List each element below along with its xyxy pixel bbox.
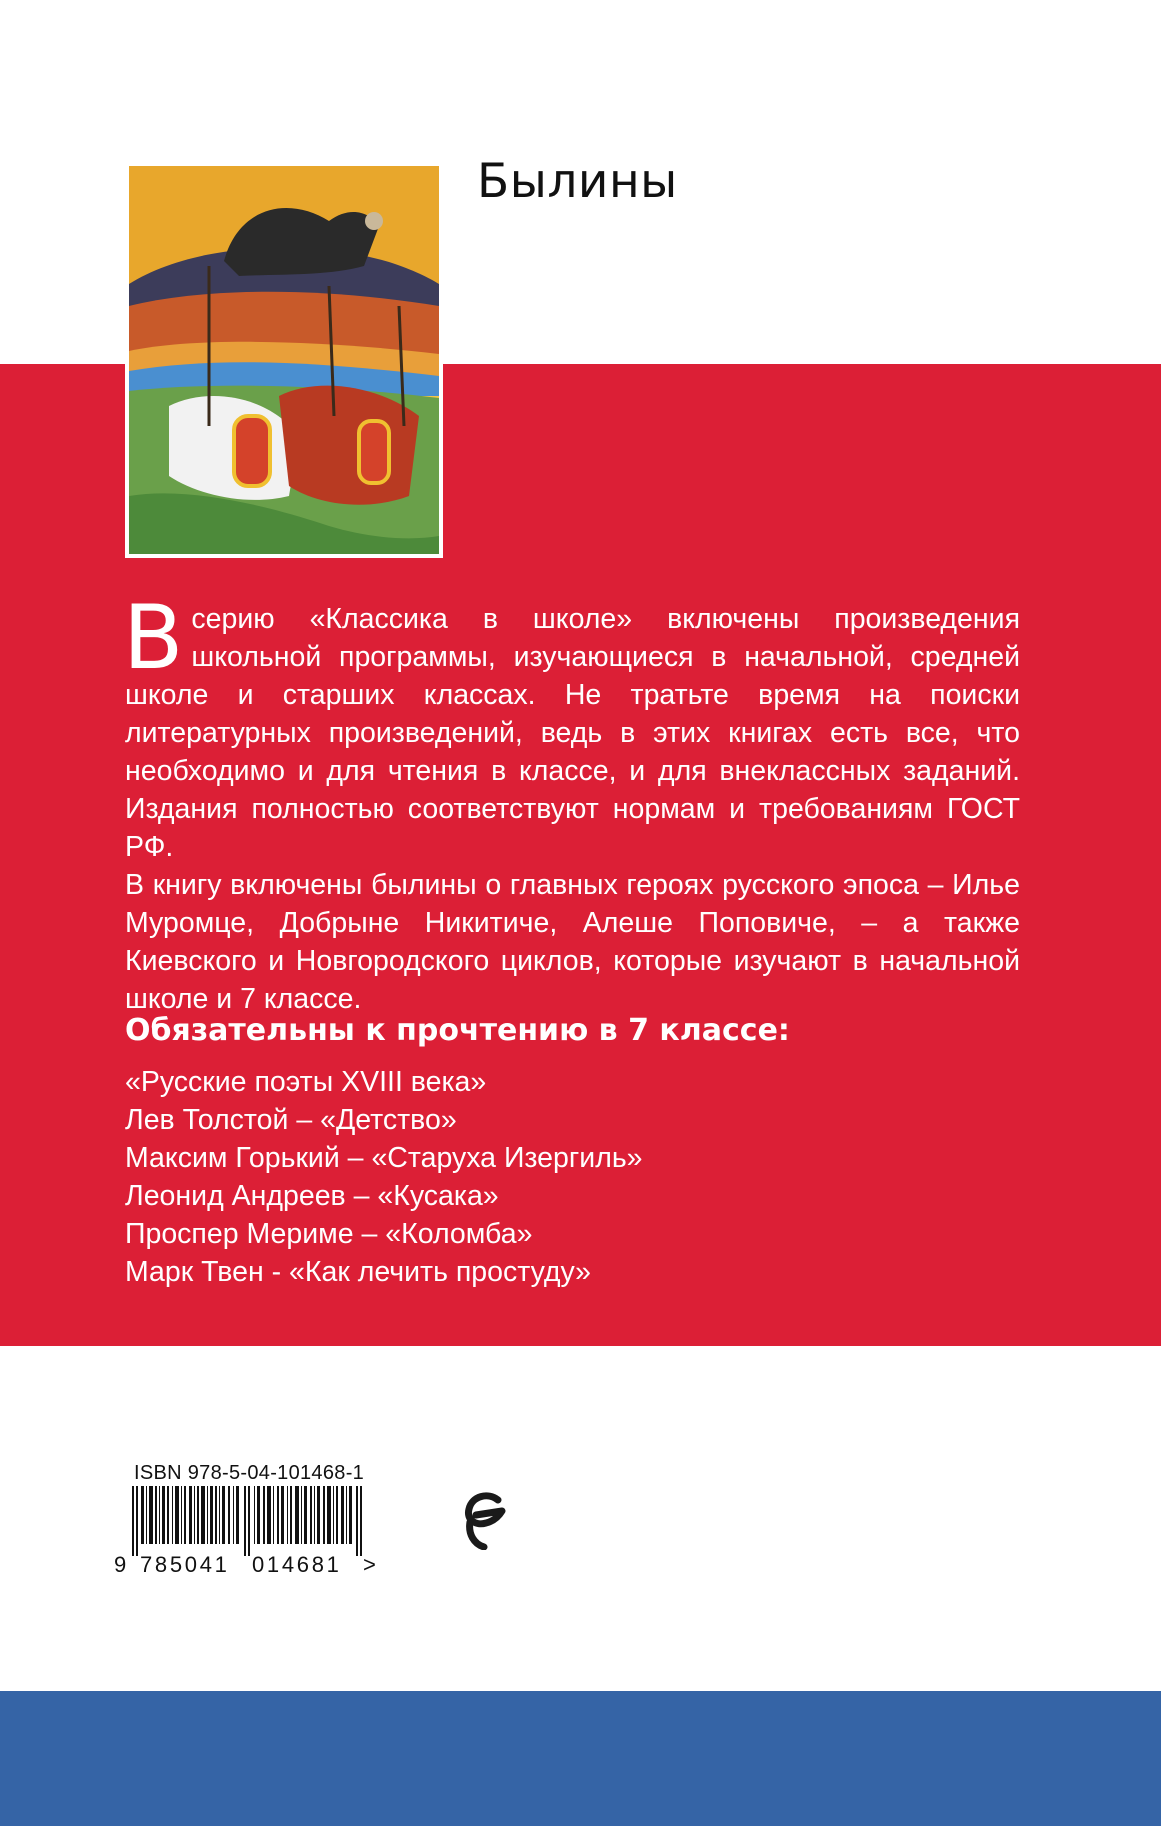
illustration-art [129, 166, 439, 554]
book-title: Былины [477, 154, 678, 209]
description-paragraph-1 [123, 586, 1020, 866]
barcode-icon [132, 1486, 378, 1556]
description-paragraph-2: В книгу включены былины о главных героях русского эпоса – Илье Муромце, Добрыне Никитиче, Алеше Поповиче, – а также Киевского и Новгородского циклов, которые изучают в начальной школе и 7 классе. [125, 869, 1020, 1015]
list-item: Марк Твен - «Как лечить простуду» [125, 1256, 591, 1288]
required-reading-heading: Обязательны к прочтению в 7 классе: [125, 1013, 790, 1048]
list-item: Проспер Мериме – «Коломба» [125, 1218, 533, 1250]
barcode-digit-trail: > [363, 1552, 379, 1577]
list-item: Леонид Андреев – «Кусака» [125, 1180, 499, 1212]
drop-cap-letter: В [123, 586, 184, 689]
isbn-block [110, 1462, 380, 1582]
barcode-digits-left: 785041 [140, 1552, 230, 1577]
barcode-digit-lead: 9 [114, 1552, 129, 1577]
list-item: Максим Горький – «Старуха Изергиль» [125, 1142, 643, 1174]
required-reading-list [125, 1063, 643, 1291]
isbn-number: ISBN 978-5-04-101468-1 [134, 1462, 365, 1484]
list-item: «Русские поэты XVIII века» [125, 1066, 487, 1098]
book-description [123, 586, 1020, 1018]
blue-footer-band [0, 1691, 1161, 1826]
description-text-1: серию «Классика в школе» включены произведения школьной программы, изучающиеся в начальной, средней школе и старших классах. Не тратьте время на поиски литературных произведений, ведь в этих книгах есть все, что необходимо и для чтения в классе, и для внеклассных заданий. Издания полностью соответствуют нормам и требованиям ГОСТ РФ. [125, 603, 1020, 863]
eksmo-logo-icon [462, 1492, 510, 1550]
barcode-digits-right: 014681 [252, 1552, 342, 1577]
list-item: Лев Толстой – «Детство» [125, 1104, 457, 1136]
cover-illustration [125, 162, 443, 558]
